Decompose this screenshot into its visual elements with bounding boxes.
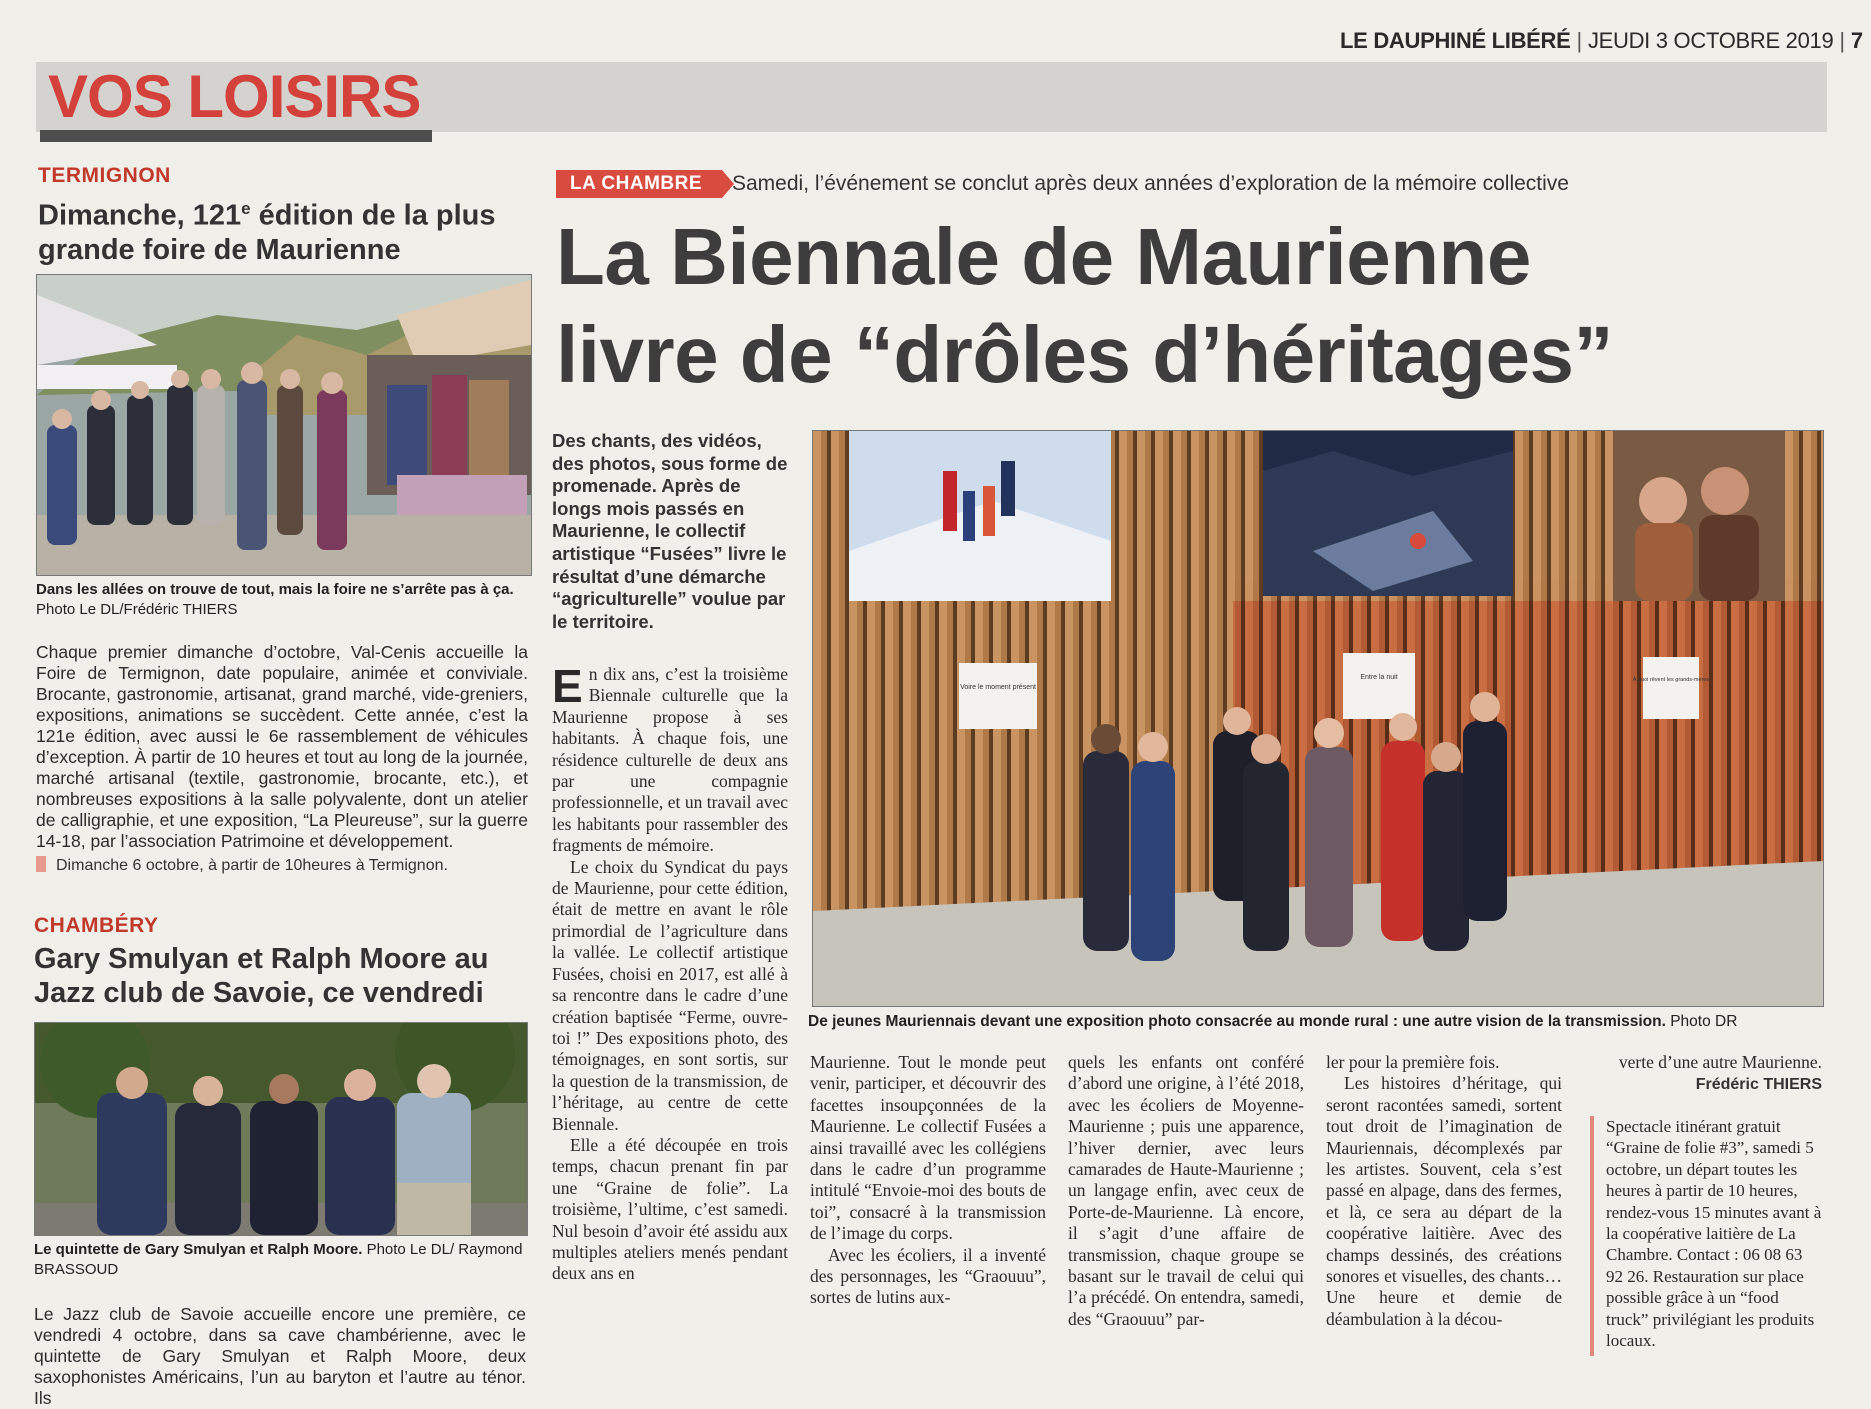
termignon-info: Dimanche 6 octobre, à partir de 10heures à Termignon. [36, 856, 536, 875]
sign-2-text: Entre la nuit [1360, 674, 1398, 681]
article-byline: Frédéric THIERS [1695, 1076, 1822, 1093]
page-number: 7 [1850, 28, 1863, 53]
masthead: LE DAUPHINÉ LIBÉRÉ | JEUDI 3 OCTOBRE 2019 | 7 [1340, 28, 1863, 53]
chambery-kicker: CHAMBÉRY [34, 914, 159, 937]
issue-date: JEUDI 3 OCTOBRE 2019 [1587, 28, 1834, 53]
article-column-1: En dix ans, c’est la troisième Biennale culturelle que la Maurienne propose à ses habitants. À chaque fois, une résidence culturelle de deux ans par une compagnie professionnelle, et un travail avec les habitants pour rassembler des fragments de mémoire. Le choix du Syndicat du pays de Maurienne, pour cette édition, était de mettre en avant le rôle primordial de l’agriculture dans la vallée. Le collectif artistique Fusées, choisi en 2017, est allé à sa rencontre dans le cadre d’une création baptisée “Ferme, ouvre-toi !” Des expositions photo, des témoignages, en sont sortis, sur la question de la transmission, de l’héritage, au centre de cette Biennale. Elle a été découpée en trois temps, chacun prenant fin par une “Graine de folie”. La troisième, l’ultime, c’est samedi. Nul besoin d’avoir été assidu aux multiples ateliers menés pendant deux ans en [552, 660, 788, 1284]
jazz-scene [35, 1023, 527, 1235]
chambery-body: Le Jazz club de Savoie accueille encore une première, ce vendredi 4 octobre, dans sa cave chambérienne, avec le quintette de Gary Smulyan et Ralph Moore, deux saxophonistes Américains, l’un au baryton et l’autre au ténor. Ils [34, 1304, 526, 1408]
drop-cap: E [552, 660, 583, 712]
section-underline [40, 130, 432, 142]
article-column-5: verte d’une autre Maurienne. [1618, 1052, 1822, 1072]
sign-3-text: À quoi rêvent les grands-mères [1632, 677, 1710, 683]
main-photo-caption: De jeunes Mauriennais devant une exposition photo consacrée au monde rural : une autre vision de la transmission. Photo DR [808, 1013, 1738, 1030]
info-marker [36, 856, 46, 872]
jazz-photo-caption: Le quintette de Gary Smulyan et Ralph Moore. Photo Le DL/ Raymond BRASSOUD [34, 1241, 523, 1278]
article-column-3: quels les enfants ont conféré d’abord une origine, à l’été 2018, avec les écoliers de Moyenne-Maurienne ; puis une apparence, l’hiver dernier, avec leurs camarades de Haute-Maurienne ; un langage enfin, avec ceux de Porte-de-Maurienne. Là encore, il s’agit d’une affaire de transmission, chaque groupe se basant sur le travail de celui qui l’a précédé. On entendra, samedi, des “Graouuu” par- [1068, 1052, 1304, 1329]
article-subhead: Samedi, l’événement se conclut après deux années d’exploration de la mémoire collective [732, 172, 1569, 195]
exhibition-photo [812, 430, 1824, 1007]
termignon-headline: Dimanche, 121e édition de la plus grande foire de Maurienne [38, 199, 496, 266]
event-info-box: Spectacle itinérant gratuit “Graine de folie #3”, samedi 5 octobre, un départ toutes les heures à partir de 10 heures, rendez-vous 15 minutes avant à la coopérative laitière de La Chambre. Contact : 06 08 63 92 26. Restauration sur place possible grâce à un “food truck” privilégiant les produits locaux. [1606, 1117, 1822, 1351]
chambery-headline: Gary Smulyan et Ralph Moore au Jazz club de Savoie, ce vendredi [34, 943, 489, 1009]
termignon-photo-caption: Dans les allées on trouve de tout, mais la foire ne s’arrête pas à ça. Photo Le DL/Frédéric THIERS [36, 581, 514, 618]
termignon-body: Chaque premier dimanche d’octobre, Val-Cenis accueille la Foire de Termignon, date populaire, animée et conviviale. Brocante, gastronomie, artisanat, grand marché, vide-greniers, expositions, animations se succèdent. Cette année, c’est la 121e édition, avec aussi le 6e rassemblement de véhicules d’exception. À partir de 10 heures et tout au long de la journée, marché artisanal (textile, gastronomie, brocante, etc.), et nombreuses expositions à la salle polyvalente, dont un atelier de calligraphie, et une exposition, “La Pleureuse”, sur la guerre 14-18, par l’association Patrimoine et développement. [36, 642, 528, 851]
article-chapo: Des chants, des vidéos, des photos, sous forme de promenade. Après de longs mois passés en Maurienne, le collectif artistique “Fusées” livre le résultat d’une démarche “agriculturelle” voulue par le territoire. [552, 430, 788, 632]
article-column-4: ler pour la première fois. Les histoires d’héritage, qui seront racontées samedi, sortent tout droit de l’imagination de Mauriennais, décomplexés par les artistes. Souvent, cela s’est passé en alpage, dans des fermes, et là, ce sera au départ de la coopérative laitière. Avec des champs dessinés, des créations sonores et visuelles, des chants… Une heure et demie de déambulation à la décou- [1326, 1052, 1562, 1329]
termignon-kicker: TERMIGNON [38, 164, 171, 187]
jazz-quintet-photo [34, 1022, 528, 1236]
market-photo [36, 274, 532, 576]
sign-1-text: Voire le moment présent [960, 684, 1036, 691]
article-headline [556, 208, 1846, 404]
headline-line-1: La Biennale de Maurienne [556, 212, 1531, 301]
article-column-2: Maurienne. Tout le monde peut venir, participer, et découvrir des facettes insoupçonnées de la Maurienne. Le collectif Fusées a ainsi travaillé avec les collégiens dans le cadre d’un programme intitulé “Envoie-moi des bouts de toi”, consacré à la transmission de l’image du corps. Avec les écoliers, il a inventé des personnages, les “Graouuu”, sortes de lutins aux- [810, 1052, 1046, 1308]
market-scene [37, 275, 531, 575]
section-title: VOS LOISIRS [48, 63, 421, 130]
headline-line-2: livre de “drôles d’héritages” [556, 310, 1613, 399]
location-tag: LA CHAMBRE [556, 170, 722, 198]
exhibition-scene [813, 431, 1823, 1006]
newspaper-name: LE DAUPHINÉ LIBÉRÉ [1340, 28, 1571, 53]
